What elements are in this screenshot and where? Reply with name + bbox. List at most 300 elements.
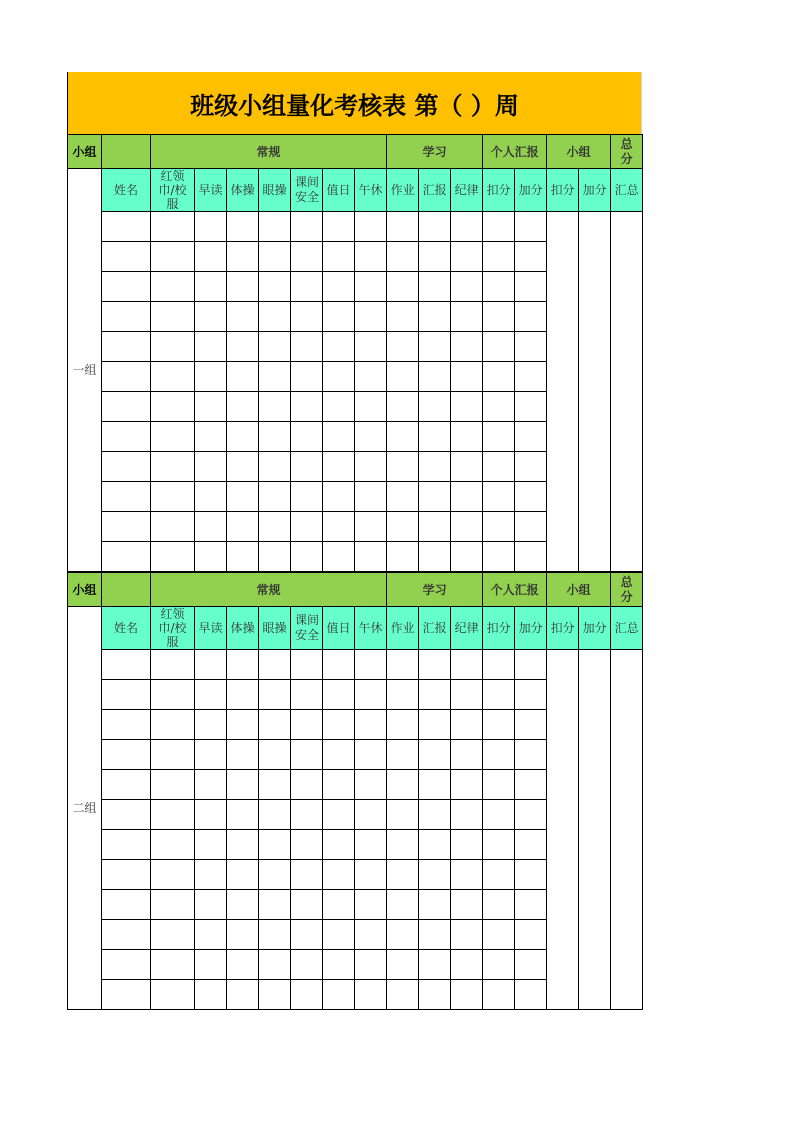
score-cell[interactable] xyxy=(195,770,227,800)
score-cell[interactable] xyxy=(102,680,151,710)
score-cell[interactable] xyxy=(451,980,483,1010)
score-cell[interactable] xyxy=(323,482,355,512)
score-cell[interactable] xyxy=(259,770,291,800)
score-cell[interactable] xyxy=(515,980,547,1010)
score-cell[interactable] xyxy=(419,362,451,392)
score-cell[interactable] xyxy=(227,890,259,920)
score-cell[interactable] xyxy=(419,542,451,572)
score-cell[interactable] xyxy=(102,830,151,860)
group-deduct-cell[interactable] xyxy=(547,212,579,572)
score-cell[interactable] xyxy=(451,392,483,422)
score-cell[interactable] xyxy=(227,680,259,710)
score-cell[interactable] xyxy=(387,770,419,800)
score-cell[interactable] xyxy=(387,740,419,770)
score-cell[interactable] xyxy=(355,920,387,950)
score-cell[interactable] xyxy=(102,800,151,830)
score-cell[interactable] xyxy=(355,830,387,860)
score-cell[interactable] xyxy=(323,770,355,800)
score-cell[interactable] xyxy=(291,800,323,830)
score-cell[interactable] xyxy=(483,452,515,482)
score-cell[interactable] xyxy=(483,332,515,362)
score-cell[interactable] xyxy=(323,980,355,1010)
score-cell[interactable] xyxy=(291,920,323,950)
score-cell[interactable] xyxy=(451,512,483,542)
score-cell[interactable] xyxy=(355,860,387,890)
score-cell[interactable] xyxy=(451,422,483,452)
score-cell[interactable] xyxy=(227,800,259,830)
score-cell[interactable] xyxy=(151,452,195,482)
score-cell[interactable] xyxy=(291,890,323,920)
score-cell[interactable] xyxy=(355,800,387,830)
score-cell[interactable] xyxy=(227,770,259,800)
score-cell[interactable] xyxy=(291,770,323,800)
summary-cell[interactable] xyxy=(611,650,643,1010)
score-cell[interactable] xyxy=(291,272,323,302)
score-cell[interactable] xyxy=(195,362,227,392)
score-cell[interactable] xyxy=(483,650,515,680)
score-cell[interactable] xyxy=(151,740,195,770)
score-cell[interactable] xyxy=(483,302,515,332)
score-cell[interactable] xyxy=(291,980,323,1010)
score-cell[interactable] xyxy=(259,512,291,542)
score-cell[interactable] xyxy=(323,920,355,950)
score-cell[interactable] xyxy=(102,770,151,800)
score-cell[interactable] xyxy=(259,482,291,512)
score-cell[interactable] xyxy=(483,950,515,980)
score-cell[interactable] xyxy=(323,392,355,422)
score-cell[interactable] xyxy=(323,212,355,242)
score-cell[interactable] xyxy=(291,950,323,980)
score-cell[interactable] xyxy=(419,740,451,770)
score-cell[interactable] xyxy=(259,830,291,860)
score-cell[interactable] xyxy=(102,362,151,392)
score-cell[interactable] xyxy=(227,362,259,392)
score-cell[interactable] xyxy=(291,830,323,860)
score-cell[interactable] xyxy=(419,302,451,332)
score-cell[interactable] xyxy=(419,512,451,542)
score-cell[interactable] xyxy=(291,650,323,680)
score-cell[interactable] xyxy=(195,422,227,452)
score-cell[interactable] xyxy=(291,392,323,422)
score-cell[interactable] xyxy=(102,650,151,680)
score-cell[interactable] xyxy=(419,272,451,302)
score-cell[interactable] xyxy=(515,242,547,272)
score-cell[interactable] xyxy=(387,860,419,890)
score-cell[interactable] xyxy=(387,422,419,452)
score-cell[interactable] xyxy=(419,242,451,272)
score-cell[interactable] xyxy=(323,950,355,980)
score-cell[interactable] xyxy=(259,242,291,272)
score-cell[interactable] xyxy=(323,800,355,830)
score-cell[interactable] xyxy=(451,950,483,980)
score-cell[interactable] xyxy=(355,512,387,542)
score-cell[interactable] xyxy=(151,212,195,242)
score-cell[interactable] xyxy=(291,512,323,542)
score-cell[interactable] xyxy=(195,890,227,920)
score-cell[interactable] xyxy=(151,482,195,512)
score-cell[interactable] xyxy=(515,830,547,860)
score-cell[interactable] xyxy=(259,302,291,332)
score-cell[interactable] xyxy=(387,800,419,830)
score-cell[interactable] xyxy=(387,332,419,362)
score-cell[interactable] xyxy=(259,920,291,950)
score-cell[interactable] xyxy=(151,362,195,392)
score-cell[interactable] xyxy=(102,950,151,980)
score-cell[interactable] xyxy=(259,980,291,1010)
score-cell[interactable] xyxy=(483,272,515,302)
group-add-cell[interactable] xyxy=(579,650,611,1010)
score-cell[interactable] xyxy=(259,212,291,242)
score-cell[interactable] xyxy=(259,392,291,422)
score-cell[interactable] xyxy=(323,242,355,272)
score-cell[interactable] xyxy=(102,272,151,302)
score-cell[interactable] xyxy=(483,920,515,950)
score-cell[interactable] xyxy=(102,740,151,770)
score-cell[interactable] xyxy=(259,332,291,362)
score-cell[interactable] xyxy=(151,242,195,272)
score-cell[interactable] xyxy=(259,890,291,920)
score-cell[interactable] xyxy=(515,272,547,302)
score-cell[interactable] xyxy=(259,740,291,770)
score-cell[interactable] xyxy=(227,332,259,362)
score-cell[interactable] xyxy=(355,422,387,452)
score-cell[interactable] xyxy=(102,890,151,920)
score-cell[interactable] xyxy=(387,512,419,542)
score-cell[interactable] xyxy=(387,362,419,392)
score-cell[interactable] xyxy=(323,422,355,452)
score-cell[interactable] xyxy=(227,710,259,740)
score-cell[interactable] xyxy=(483,242,515,272)
score-cell[interactable] xyxy=(151,512,195,542)
score-cell[interactable] xyxy=(451,710,483,740)
score-cell[interactable] xyxy=(387,710,419,740)
score-cell[interactable] xyxy=(355,680,387,710)
score-cell[interactable] xyxy=(259,800,291,830)
score-cell[interactable] xyxy=(355,710,387,740)
score-cell[interactable] xyxy=(151,680,195,710)
score-cell[interactable] xyxy=(483,770,515,800)
score-cell[interactable] xyxy=(151,332,195,362)
score-cell[interactable] xyxy=(291,302,323,332)
score-cell[interactable] xyxy=(515,890,547,920)
score-cell[interactable] xyxy=(195,242,227,272)
score-cell[interactable] xyxy=(515,422,547,452)
score-cell[interactable] xyxy=(515,770,547,800)
score-cell[interactable] xyxy=(195,542,227,572)
score-cell[interactable] xyxy=(355,212,387,242)
score-cell[interactable] xyxy=(151,392,195,422)
score-cell[interactable] xyxy=(387,680,419,710)
score-cell[interactable] xyxy=(387,920,419,950)
score-cell[interactable] xyxy=(259,860,291,890)
score-cell[interactable] xyxy=(419,830,451,860)
score-cell[interactable] xyxy=(387,482,419,512)
score-cell[interactable] xyxy=(102,452,151,482)
score-cell[interactable] xyxy=(102,242,151,272)
score-cell[interactable] xyxy=(102,302,151,332)
score-cell[interactable] xyxy=(291,422,323,452)
score-cell[interactable] xyxy=(515,800,547,830)
score-cell[interactable] xyxy=(419,422,451,452)
score-cell[interactable] xyxy=(151,950,195,980)
score-cell[interactable] xyxy=(483,860,515,890)
score-cell[interactable] xyxy=(419,980,451,1010)
score-cell[interactable] xyxy=(259,362,291,392)
group-deduct-cell[interactable] xyxy=(547,650,579,1010)
score-cell[interactable] xyxy=(227,860,259,890)
score-cell[interactable] xyxy=(195,680,227,710)
score-cell[interactable] xyxy=(195,800,227,830)
score-cell[interactable] xyxy=(451,800,483,830)
score-cell[interactable] xyxy=(483,710,515,740)
group-add-cell[interactable] xyxy=(579,212,611,572)
score-cell[interactable] xyxy=(227,242,259,272)
score-cell[interactable] xyxy=(151,272,195,302)
score-cell[interactable] xyxy=(451,830,483,860)
score-cell[interactable] xyxy=(227,830,259,860)
score-cell[interactable] xyxy=(451,212,483,242)
score-cell[interactable] xyxy=(291,860,323,890)
score-cell[interactable] xyxy=(102,392,151,422)
score-cell[interactable] xyxy=(515,950,547,980)
score-cell[interactable] xyxy=(323,710,355,740)
score-cell[interactable] xyxy=(419,860,451,890)
score-cell[interactable] xyxy=(515,542,547,572)
score-cell[interactable] xyxy=(291,482,323,512)
score-cell[interactable] xyxy=(151,800,195,830)
score-cell[interactable] xyxy=(195,512,227,542)
score-cell[interactable] xyxy=(259,452,291,482)
score-cell[interactable] xyxy=(451,860,483,890)
score-cell[interactable] xyxy=(419,710,451,740)
score-cell[interactable] xyxy=(419,680,451,710)
score-cell[interactable] xyxy=(483,422,515,452)
score-cell[interactable] xyxy=(323,512,355,542)
score-cell[interactable] xyxy=(515,710,547,740)
score-cell[interactable] xyxy=(355,452,387,482)
score-cell[interactable] xyxy=(451,920,483,950)
score-cell[interactable] xyxy=(387,272,419,302)
score-cell[interactable] xyxy=(483,680,515,710)
score-cell[interactable] xyxy=(451,452,483,482)
score-cell[interactable] xyxy=(102,980,151,1010)
score-cell[interactable] xyxy=(323,362,355,392)
score-cell[interactable] xyxy=(451,770,483,800)
score-cell[interactable] xyxy=(515,362,547,392)
score-cell[interactable] xyxy=(451,542,483,572)
score-cell[interactable] xyxy=(323,680,355,710)
score-cell[interactable] xyxy=(291,242,323,272)
score-cell[interactable] xyxy=(195,392,227,422)
score-cell[interactable] xyxy=(515,482,547,512)
score-cell[interactable] xyxy=(419,392,451,422)
score-cell[interactable] xyxy=(483,740,515,770)
score-cell[interactable] xyxy=(227,422,259,452)
score-cell[interactable] xyxy=(387,542,419,572)
score-cell[interactable] xyxy=(515,332,547,362)
score-cell[interactable] xyxy=(227,482,259,512)
score-cell[interactable] xyxy=(515,920,547,950)
score-cell[interactable] xyxy=(387,242,419,272)
score-cell[interactable] xyxy=(195,302,227,332)
score-cell[interactable] xyxy=(227,650,259,680)
score-cell[interactable] xyxy=(419,332,451,362)
score-cell[interactable] xyxy=(451,302,483,332)
score-cell[interactable] xyxy=(102,332,151,362)
score-cell[interactable] xyxy=(419,920,451,950)
score-cell[interactable] xyxy=(451,242,483,272)
score-cell[interactable] xyxy=(387,890,419,920)
score-cell[interactable] xyxy=(291,710,323,740)
score-cell[interactable] xyxy=(259,272,291,302)
score-cell[interactable] xyxy=(102,860,151,890)
score-cell[interactable] xyxy=(227,950,259,980)
score-cell[interactable] xyxy=(515,392,547,422)
score-cell[interactable] xyxy=(195,830,227,860)
score-cell[interactable] xyxy=(323,542,355,572)
score-cell[interactable] xyxy=(151,710,195,740)
score-cell[interactable] xyxy=(355,242,387,272)
score-cell[interactable] xyxy=(323,302,355,332)
score-cell[interactable] xyxy=(291,332,323,362)
score-cell[interactable] xyxy=(151,860,195,890)
score-cell[interactable] xyxy=(483,542,515,572)
score-cell[interactable] xyxy=(451,272,483,302)
score-cell[interactable] xyxy=(451,332,483,362)
score-cell[interactable] xyxy=(515,302,547,332)
score-cell[interactable] xyxy=(419,770,451,800)
score-cell[interactable] xyxy=(195,212,227,242)
score-cell[interactable] xyxy=(323,272,355,302)
score-cell[interactable] xyxy=(259,950,291,980)
score-cell[interactable] xyxy=(515,512,547,542)
score-cell[interactable] xyxy=(387,392,419,422)
score-cell[interactable] xyxy=(323,650,355,680)
score-cell[interactable] xyxy=(151,770,195,800)
score-cell[interactable] xyxy=(259,650,291,680)
score-cell[interactable] xyxy=(195,332,227,362)
score-cell[interactable] xyxy=(419,212,451,242)
score-cell[interactable] xyxy=(355,362,387,392)
score-cell[interactable] xyxy=(355,542,387,572)
score-cell[interactable] xyxy=(291,680,323,710)
score-cell[interactable] xyxy=(483,362,515,392)
score-cell[interactable] xyxy=(259,542,291,572)
score-cell[interactable] xyxy=(419,800,451,830)
score-cell[interactable] xyxy=(291,452,323,482)
score-cell[interactable] xyxy=(227,542,259,572)
score-cell[interactable] xyxy=(451,890,483,920)
score-cell[interactable] xyxy=(451,362,483,392)
score-cell[interactable] xyxy=(387,212,419,242)
score-cell[interactable] xyxy=(259,422,291,452)
score-cell[interactable] xyxy=(419,452,451,482)
score-cell[interactable] xyxy=(227,392,259,422)
score-cell[interactable] xyxy=(195,710,227,740)
score-cell[interactable] xyxy=(483,800,515,830)
score-cell[interactable] xyxy=(419,650,451,680)
score-cell[interactable] xyxy=(151,302,195,332)
score-cell[interactable] xyxy=(387,452,419,482)
score-cell[interactable] xyxy=(151,980,195,1010)
score-cell[interactable] xyxy=(195,920,227,950)
score-cell[interactable] xyxy=(355,890,387,920)
score-cell[interactable] xyxy=(451,650,483,680)
score-cell[interactable] xyxy=(355,392,387,422)
score-cell[interactable] xyxy=(227,920,259,950)
score-cell[interactable] xyxy=(387,650,419,680)
score-cell[interactable] xyxy=(227,512,259,542)
score-cell[interactable] xyxy=(227,452,259,482)
score-cell[interactable] xyxy=(515,680,547,710)
score-cell[interactable] xyxy=(291,212,323,242)
score-cell[interactable] xyxy=(323,890,355,920)
score-cell[interactable] xyxy=(355,650,387,680)
score-cell[interactable] xyxy=(355,770,387,800)
score-cell[interactable] xyxy=(483,482,515,512)
score-cell[interactable] xyxy=(195,272,227,302)
score-cell[interactable] xyxy=(227,272,259,302)
score-cell[interactable] xyxy=(515,740,547,770)
score-cell[interactable] xyxy=(515,452,547,482)
score-cell[interactable] xyxy=(259,710,291,740)
score-cell[interactable] xyxy=(483,890,515,920)
score-cell[interactable] xyxy=(387,950,419,980)
score-cell[interactable] xyxy=(419,482,451,512)
score-cell[interactable] xyxy=(355,332,387,362)
score-cell[interactable] xyxy=(195,482,227,512)
score-cell[interactable] xyxy=(323,860,355,890)
score-cell[interactable] xyxy=(151,920,195,950)
score-cell[interactable] xyxy=(515,860,547,890)
score-cell[interactable] xyxy=(195,650,227,680)
score-cell[interactable] xyxy=(451,740,483,770)
score-cell[interactable] xyxy=(151,650,195,680)
score-cell[interactable] xyxy=(387,302,419,332)
score-cell[interactable] xyxy=(227,302,259,332)
score-cell[interactable] xyxy=(483,980,515,1010)
score-cell[interactable] xyxy=(291,740,323,770)
score-cell[interactable] xyxy=(102,212,151,242)
score-cell[interactable] xyxy=(355,950,387,980)
score-cell[interactable] xyxy=(483,830,515,860)
score-cell[interactable] xyxy=(387,980,419,1010)
score-cell[interactable] xyxy=(227,212,259,242)
score-cell[interactable] xyxy=(323,830,355,860)
score-cell[interactable] xyxy=(355,272,387,302)
score-cell[interactable] xyxy=(151,422,195,452)
score-cell[interactable] xyxy=(515,212,547,242)
score-cell[interactable] xyxy=(291,362,323,392)
score-cell[interactable] xyxy=(483,392,515,422)
score-cell[interactable] xyxy=(195,452,227,482)
score-cell[interactable] xyxy=(102,512,151,542)
score-cell[interactable] xyxy=(355,482,387,512)
score-cell[interactable] xyxy=(323,332,355,362)
score-cell[interactable] xyxy=(451,680,483,710)
score-cell[interactable] xyxy=(355,302,387,332)
score-cell[interactable] xyxy=(419,950,451,980)
score-cell[interactable] xyxy=(419,890,451,920)
score-cell[interactable] xyxy=(259,680,291,710)
score-cell[interactable] xyxy=(102,920,151,950)
score-cell[interactable] xyxy=(102,542,151,572)
score-cell[interactable] xyxy=(355,980,387,1010)
score-cell[interactable] xyxy=(195,740,227,770)
score-cell[interactable] xyxy=(355,740,387,770)
score-cell[interactable] xyxy=(227,980,259,1010)
score-cell[interactable] xyxy=(102,422,151,452)
